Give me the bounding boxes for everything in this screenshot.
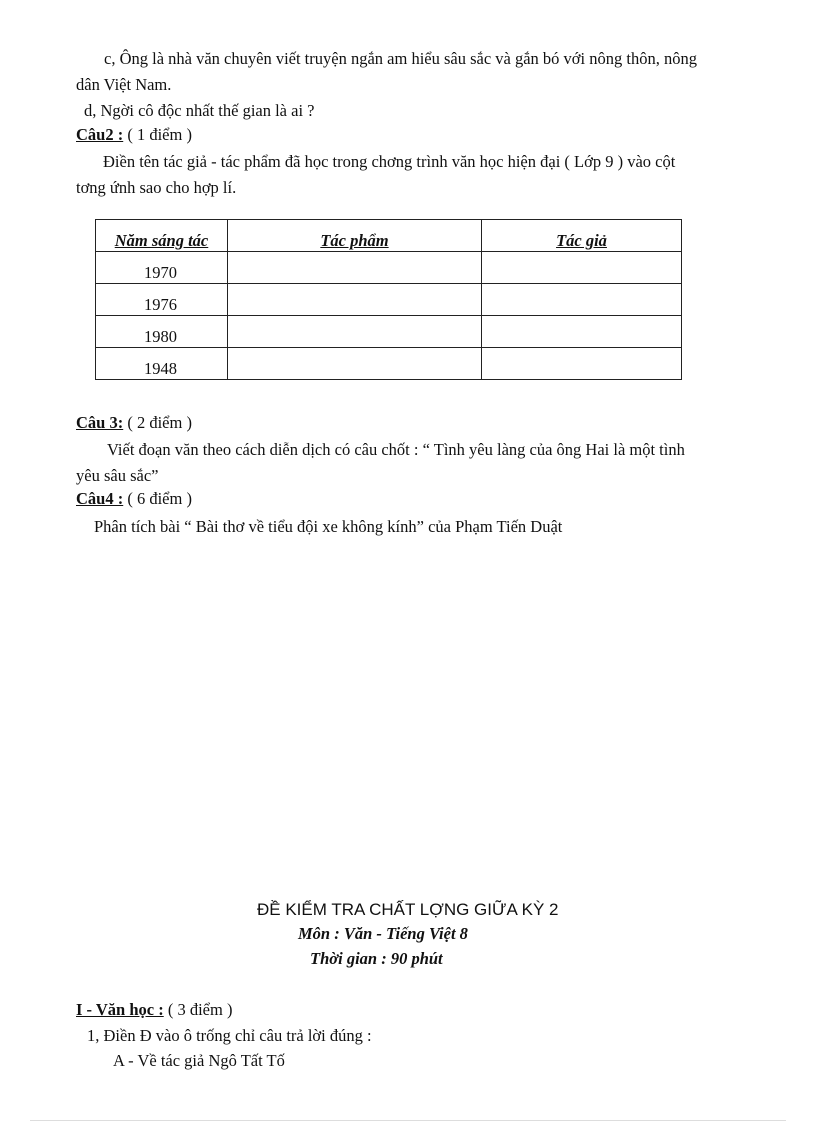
author-cell[interactable] xyxy=(482,316,682,348)
table-header-row xyxy=(96,220,682,252)
year-cell: 1970 xyxy=(96,252,228,284)
text-line: yêu sâu sắc” xyxy=(76,466,159,485)
column-header: Năm sáng tác xyxy=(96,220,228,252)
author-cell[interactable] xyxy=(482,252,682,284)
year-cell: 1980 xyxy=(96,316,228,348)
exam-subject: Môn : Văn - Tiếng Việt 8 xyxy=(298,924,468,943)
table-row xyxy=(96,348,682,380)
question-points: ( 6 điểm ) xyxy=(123,489,192,508)
author-cell[interactable] xyxy=(482,348,682,380)
text-line: d, Ngời cô độc nhất thế gian là ai ? xyxy=(84,101,315,120)
column-header: Tác giả xyxy=(482,220,682,252)
question-3-heading xyxy=(76,413,192,433)
table-row xyxy=(96,316,682,348)
exam-time: Thời gian : 90 phút xyxy=(310,949,443,968)
author-work-table xyxy=(95,219,682,380)
work-cell[interactable] xyxy=(228,316,482,348)
question-4-heading xyxy=(76,489,192,509)
year-cell: 1976 xyxy=(96,284,228,316)
year-cell: 1948 xyxy=(96,348,228,380)
table-row xyxy=(96,284,682,316)
exam-title: ĐỀ KIỂM TRA CHẤT LỢNG GIỮA KỲ 2 xyxy=(257,900,559,919)
question-2-heading xyxy=(76,125,192,145)
text-line: A - Về tác giả Ngô Tất Tố xyxy=(113,1051,285,1070)
text-line: dân Việt Nam. xyxy=(76,75,172,94)
question-label: Câu 3: xyxy=(76,413,124,432)
author-cell[interactable] xyxy=(482,284,682,316)
work-cell[interactable] xyxy=(228,348,482,380)
text-line: 1, Điền Đ vào ô trống chỉ câu trả lời đúng : xyxy=(87,1026,372,1045)
text-line: Điền tên tác giả - tác phẩm đã học trong chơng trình văn học hiện đại ( Lớp 9 ) vào cột xyxy=(103,152,676,171)
text-line: Phân tích bài “ Bài thơ về tiểu đội xe không kính” của Phạm Tiến Duật xyxy=(94,517,563,536)
section-label: I - Văn học : xyxy=(76,1000,164,1019)
question-points: ( 2 điểm ) xyxy=(123,413,192,432)
question-label: Câu4 : xyxy=(76,489,124,508)
work-cell[interactable] xyxy=(228,284,482,316)
text-line: c, Ông là nhà văn chuyên viết truyện ngắn am hiểu sâu sắc và gắn bó với nông thôn, nông xyxy=(104,49,697,68)
page-edge-divider xyxy=(30,1120,786,1121)
text-line: Viết đoạn văn theo cách diễn dịch có câu chốt : “ Tình yêu làng của ông Hai là một tình xyxy=(107,440,685,459)
work-cell[interactable] xyxy=(228,252,482,284)
section-1-heading xyxy=(76,1000,232,1020)
text-line: tơng ứnh sao cho hợp lí. xyxy=(76,178,237,197)
question-points: ( 1 điểm ) xyxy=(123,125,192,144)
column-header: Tác phẩm xyxy=(228,220,482,252)
table-row xyxy=(96,252,682,284)
section-points: ( 3 điểm ) xyxy=(163,1000,233,1019)
question-label: Câu2 : xyxy=(76,125,124,144)
